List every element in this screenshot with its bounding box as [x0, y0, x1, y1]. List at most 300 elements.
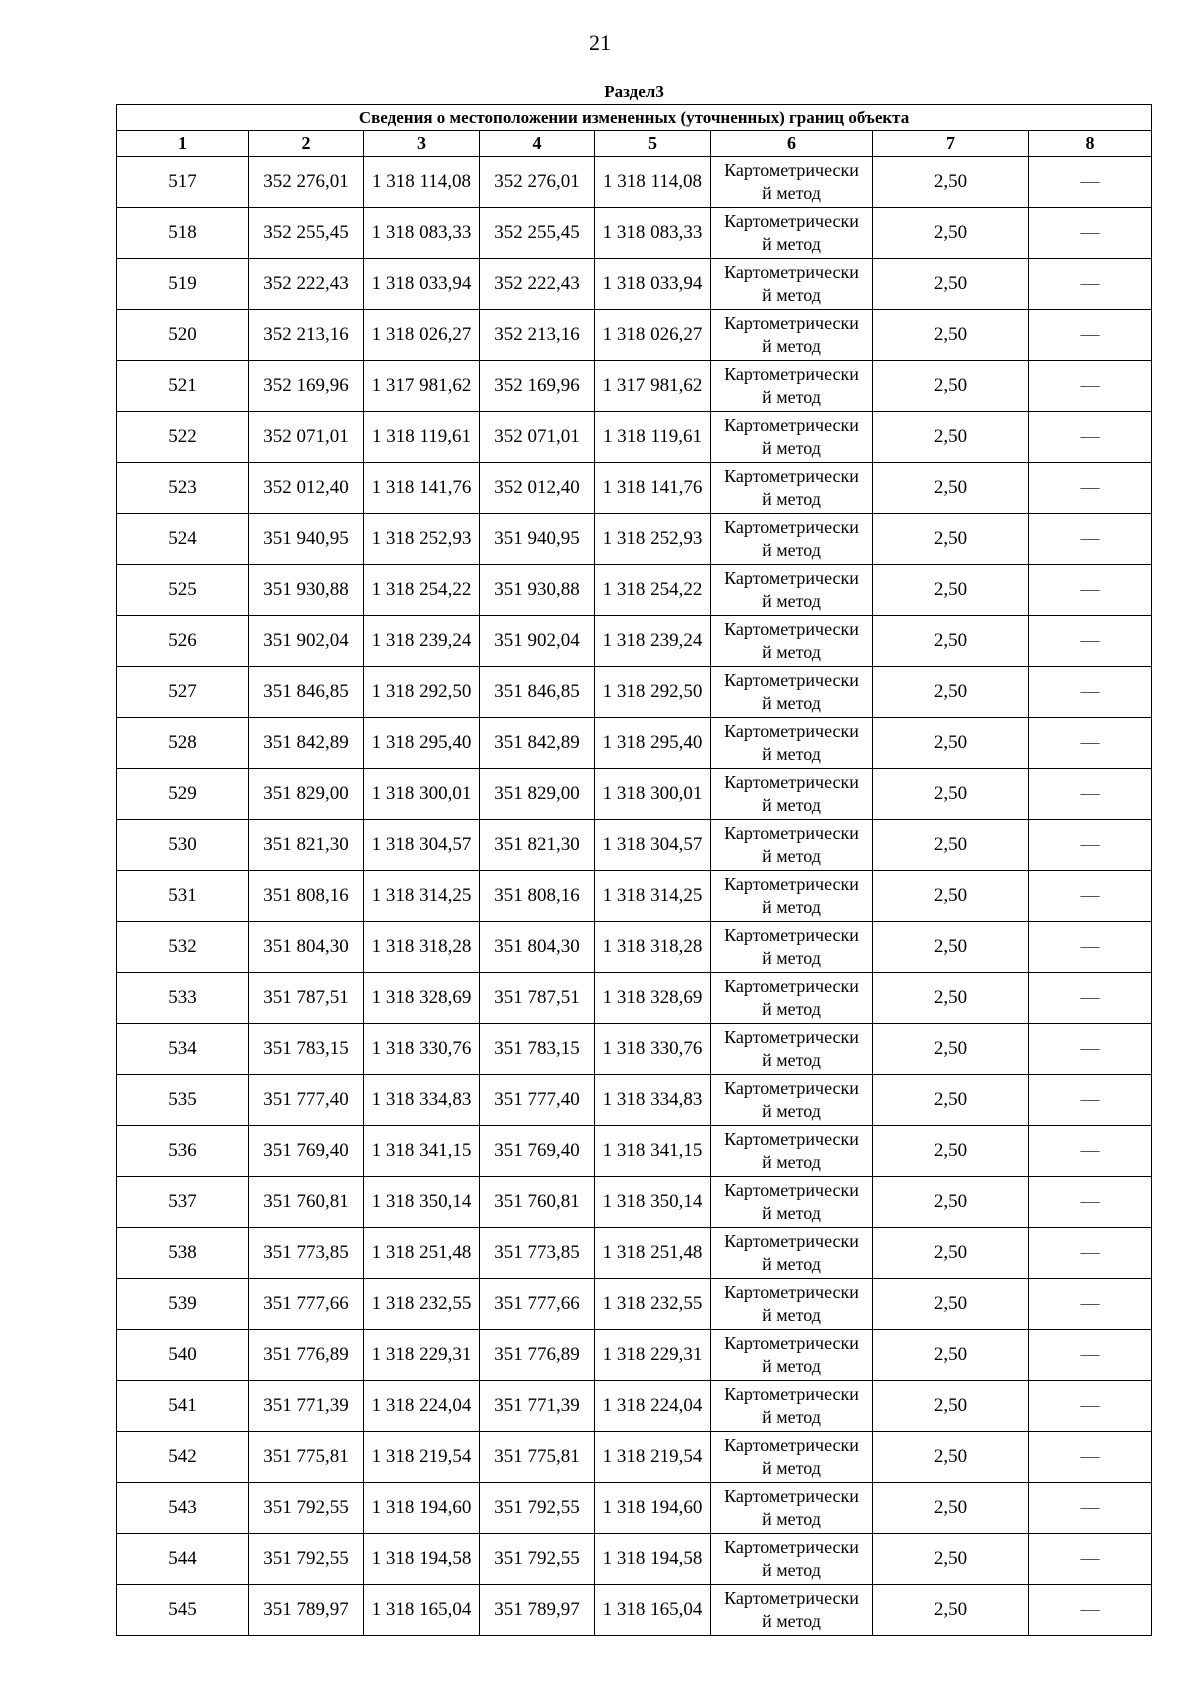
- method-line: й метод: [762, 387, 821, 407]
- existing-y-cell: 1 318 114,08: [364, 157, 480, 208]
- column-header: 8: [1029, 131, 1152, 157]
- method-line: й метод: [762, 1254, 821, 1274]
- refined-x-cell: 351 783,15: [480, 1024, 595, 1075]
- refined-x-cell: 351 846,85: [480, 667, 595, 718]
- table-row: [117, 463, 1152, 514]
- method-line: Картометрически: [724, 670, 859, 690]
- accuracy-cell: 2,50: [873, 1381, 1029, 1432]
- refined-y-cell: 1 318 033,94: [595, 259, 711, 310]
- accuracy-cell: 2,50: [873, 973, 1029, 1024]
- existing-x-cell: 351 783,15: [249, 1024, 364, 1075]
- method-line: Картометрически: [724, 1333, 859, 1353]
- existing-y-cell: 1 318 254,22: [364, 565, 480, 616]
- existing-y-cell: 1 318 330,76: [364, 1024, 480, 1075]
- table-title: Сведения о местоположении измененных (уточненных) границ объекта: [117, 105, 1152, 131]
- method-cell: [711, 361, 873, 412]
- existing-y-cell: 1 318 252,93: [364, 514, 480, 565]
- point-number-cell: 534: [117, 1024, 249, 1075]
- point-number-cell: 522: [117, 412, 249, 463]
- refined-x-cell: 351 760,81: [480, 1177, 595, 1228]
- existing-x-cell: 352 222,43: [249, 259, 364, 310]
- accuracy-cell: 2,50: [873, 1534, 1029, 1585]
- refined-y-cell: 1 318 219,54: [595, 1432, 711, 1483]
- method-cell: [711, 1330, 873, 1381]
- existing-y-cell: 1 318 239,24: [364, 616, 480, 667]
- point-number-cell: 537: [117, 1177, 249, 1228]
- column-header: 1: [117, 131, 249, 157]
- section-label: Раздел3: [117, 80, 1152, 105]
- note-cell: —: [1029, 1534, 1152, 1585]
- refined-y-cell: 1 318 119,61: [595, 412, 711, 463]
- note-cell: —: [1029, 361, 1152, 412]
- column-header: 3: [364, 131, 480, 157]
- existing-x-cell: 352 255,45: [249, 208, 364, 259]
- existing-y-cell: 1 318 251,48: [364, 1228, 480, 1279]
- table-row: [117, 820, 1152, 871]
- point-number-cell: 518: [117, 208, 249, 259]
- note-cell: —: [1029, 820, 1152, 871]
- column-header: 4: [480, 131, 595, 157]
- table-row: [117, 1126, 1152, 1177]
- table-row: [117, 259, 1152, 310]
- existing-y-cell: 1 318 314,25: [364, 871, 480, 922]
- page-number: 21: [589, 30, 611, 55]
- table-row: [117, 208, 1152, 259]
- method-line: й метод: [762, 1407, 821, 1427]
- refined-y-cell: 1 318 350,14: [595, 1177, 711, 1228]
- method-cell: [711, 820, 873, 871]
- method-cell: [711, 1024, 873, 1075]
- method-cell: [711, 1432, 873, 1483]
- method-cell: [711, 157, 873, 208]
- method-line: й метод: [762, 234, 821, 254]
- existing-y-cell: 1 318 194,60: [364, 1483, 480, 1534]
- existing-y-cell: 1 318 304,57: [364, 820, 480, 871]
- accuracy-cell: 2,50: [873, 769, 1029, 820]
- column-header: 7: [873, 131, 1029, 157]
- method-line: й метод: [762, 540, 821, 560]
- existing-x-cell: 351 829,00: [249, 769, 364, 820]
- method-cell: [711, 973, 873, 1024]
- method-cell: [711, 208, 873, 259]
- existing-x-cell: 351 792,55: [249, 1534, 364, 1585]
- table-row: [117, 361, 1152, 412]
- method-line: й метод: [762, 897, 821, 917]
- point-number-cell: 541: [117, 1381, 249, 1432]
- existing-y-cell: 1 318 194,58: [364, 1534, 480, 1585]
- method-line: Картометрически: [724, 976, 859, 996]
- existing-y-cell: 1 318 083,33: [364, 208, 480, 259]
- refined-x-cell: 351 789,97: [480, 1585, 595, 1636]
- note-cell: —: [1029, 1075, 1152, 1126]
- table-row: [117, 1075, 1152, 1126]
- existing-y-cell: 1 318 328,69: [364, 973, 480, 1024]
- method-cell: [711, 769, 873, 820]
- existing-x-cell: 351 777,40: [249, 1075, 364, 1126]
- point-number-cell: 540: [117, 1330, 249, 1381]
- method-line: Картометрически: [724, 211, 859, 231]
- point-number-cell: 524: [117, 514, 249, 565]
- accuracy-cell: 2,50: [873, 718, 1029, 769]
- refined-x-cell: 351 773,85: [480, 1228, 595, 1279]
- refined-y-cell: 1 318 239,24: [595, 616, 711, 667]
- method-line: й метод: [762, 999, 821, 1019]
- table-row: [117, 1432, 1152, 1483]
- point-number-cell: 519: [117, 259, 249, 310]
- accuracy-cell: 2,50: [873, 310, 1029, 361]
- accuracy-cell: 2,50: [873, 157, 1029, 208]
- refined-x-cell: 352 169,96: [480, 361, 595, 412]
- point-number-cell: 528: [117, 718, 249, 769]
- existing-x-cell: 351 776,89: [249, 1330, 364, 1381]
- refined-y-cell: 1 318 252,93: [595, 514, 711, 565]
- point-number-cell: 527: [117, 667, 249, 718]
- method-cell: [711, 1534, 873, 1585]
- refined-y-cell: 1 318 141,76: [595, 463, 711, 514]
- method-cell: [711, 1126, 873, 1177]
- table-row: [117, 412, 1152, 463]
- table-row: [117, 1228, 1152, 1279]
- note-cell: —: [1029, 1177, 1152, 1228]
- existing-x-cell: 351 760,81: [249, 1177, 364, 1228]
- column-header: 6: [711, 131, 873, 157]
- method-cell: [711, 310, 873, 361]
- accuracy-cell: 2,50: [873, 259, 1029, 310]
- method-cell: [711, 514, 873, 565]
- refined-y-cell: 1 318 229,31: [595, 1330, 711, 1381]
- accuracy-cell: 2,50: [873, 463, 1029, 514]
- refined-y-cell: 1 318 330,76: [595, 1024, 711, 1075]
- method-line: Картометрически: [724, 517, 859, 537]
- method-line: й метод: [762, 1152, 821, 1172]
- accuracy-cell: 2,50: [873, 667, 1029, 718]
- accuracy-cell: 2,50: [873, 514, 1029, 565]
- point-number-cell: 531: [117, 871, 249, 922]
- note-cell: —: [1029, 769, 1152, 820]
- method-line: й метод: [762, 1356, 821, 1376]
- method-line: й метод: [762, 744, 821, 764]
- refined-x-cell: 351 792,55: [480, 1483, 595, 1534]
- table-row: [117, 514, 1152, 565]
- refined-x-cell: 351 902,04: [480, 616, 595, 667]
- accuracy-cell: 2,50: [873, 1330, 1029, 1381]
- existing-y-cell: 1 318 033,94: [364, 259, 480, 310]
- note-cell: —: [1029, 1330, 1152, 1381]
- refined-x-cell: 351 787,51: [480, 973, 595, 1024]
- point-number-cell: 530: [117, 820, 249, 871]
- existing-y-cell: 1 318 295,40: [364, 718, 480, 769]
- refined-y-cell: 1 318 254,22: [595, 565, 711, 616]
- note-cell: —: [1029, 1483, 1152, 1534]
- method-cell: [711, 1228, 873, 1279]
- method-line: Картометрически: [724, 1486, 859, 1506]
- point-number-cell: 517: [117, 157, 249, 208]
- refined-y-cell: 1 318 300,01: [595, 769, 711, 820]
- method-line: й метод: [762, 438, 821, 458]
- method-line: Картометрически: [724, 772, 859, 792]
- table-row: [117, 1024, 1152, 1075]
- table-row: [117, 973, 1152, 1024]
- method-line: Картометрически: [724, 1180, 859, 1200]
- existing-y-cell: 1 318 300,01: [364, 769, 480, 820]
- existing-x-cell: 351 771,39: [249, 1381, 364, 1432]
- point-number-cell: 543: [117, 1483, 249, 1534]
- table-row: [117, 871, 1152, 922]
- note-cell: —: [1029, 259, 1152, 310]
- accuracy-cell: 2,50: [873, 565, 1029, 616]
- existing-x-cell: 351 804,30: [249, 922, 364, 973]
- method-line: Картометрически: [724, 568, 859, 588]
- accuracy-cell: 2,50: [873, 1279, 1029, 1330]
- method-line: й метод: [762, 591, 821, 611]
- column-number-row: [117, 131, 1152, 157]
- existing-x-cell: 352 276,01: [249, 157, 364, 208]
- table-row: [117, 718, 1152, 769]
- method-line: й метод: [762, 1101, 821, 1121]
- table-row: [117, 1381, 1152, 1432]
- existing-x-cell: 351 775,81: [249, 1432, 364, 1483]
- note-cell: —: [1029, 616, 1152, 667]
- note-cell: —: [1029, 667, 1152, 718]
- existing-x-cell: 351 902,04: [249, 616, 364, 667]
- existing-y-cell: 1 318 334,83: [364, 1075, 480, 1126]
- method-line: Картометрически: [724, 925, 859, 945]
- refined-x-cell: 352 012,40: [480, 463, 595, 514]
- table-row: [117, 1279, 1152, 1330]
- refined-y-cell: 1 318 318,28: [595, 922, 711, 973]
- point-number-cell: 542: [117, 1432, 249, 1483]
- note-cell: —: [1029, 922, 1152, 973]
- table-row: [117, 667, 1152, 718]
- refined-x-cell: 351 769,40: [480, 1126, 595, 1177]
- method-cell: [711, 667, 873, 718]
- refined-y-cell: 1 318 194,60: [595, 1483, 711, 1534]
- point-number-cell: 536: [117, 1126, 249, 1177]
- accuracy-cell: 2,50: [873, 1585, 1029, 1636]
- refined-x-cell: 351 776,89: [480, 1330, 595, 1381]
- method-line: Картометрически: [724, 1384, 859, 1404]
- point-number-cell: 533: [117, 973, 249, 1024]
- refined-x-cell: 351 821,30: [480, 820, 595, 871]
- existing-x-cell: 351 846,85: [249, 667, 364, 718]
- accuracy-cell: 2,50: [873, 1177, 1029, 1228]
- refined-y-cell: 1 318 341,15: [595, 1126, 711, 1177]
- point-number-cell: 532: [117, 922, 249, 973]
- note-cell: —: [1029, 1024, 1152, 1075]
- method-line: Картометрически: [724, 262, 859, 282]
- existing-y-cell: 1 318 224,04: [364, 1381, 480, 1432]
- method-line: й метод: [762, 642, 821, 662]
- accuracy-cell: 2,50: [873, 616, 1029, 667]
- existing-x-cell: 351 773,85: [249, 1228, 364, 1279]
- method-line: Картометрически: [724, 1129, 859, 1149]
- method-line: й метод: [762, 795, 821, 815]
- refined-x-cell: 351 775,81: [480, 1432, 595, 1483]
- note-cell: —: [1029, 718, 1152, 769]
- note-cell: —: [1029, 973, 1152, 1024]
- table-row: [117, 616, 1152, 667]
- method-line: й метод: [762, 948, 821, 968]
- existing-y-cell: 1 318 232,55: [364, 1279, 480, 1330]
- table-row: [117, 157, 1152, 208]
- point-number-cell: 525: [117, 565, 249, 616]
- refined-x-cell: 351 804,30: [480, 922, 595, 973]
- existing-y-cell: 1 318 318,28: [364, 922, 480, 973]
- existing-y-cell: 1 318 026,27: [364, 310, 480, 361]
- point-number-cell: 535: [117, 1075, 249, 1126]
- method-line: й метод: [762, 846, 821, 866]
- method-cell: [711, 871, 873, 922]
- refined-x-cell: 352 255,45: [480, 208, 595, 259]
- accuracy-cell: 2,50: [873, 871, 1029, 922]
- method-line: Картометрически: [724, 619, 859, 639]
- method-line: Картометрически: [724, 364, 859, 384]
- refined-y-cell: 1 318 334,83: [595, 1075, 711, 1126]
- existing-y-cell: 1 318 165,04: [364, 1585, 480, 1636]
- existing-x-cell: 351 930,88: [249, 565, 364, 616]
- note-cell: —: [1029, 514, 1152, 565]
- note-cell: —: [1029, 1381, 1152, 1432]
- method-line: Картометрически: [724, 1435, 859, 1455]
- table-row: [117, 565, 1152, 616]
- method-cell: [711, 412, 873, 463]
- refined-y-cell: 1 318 194,58: [595, 1534, 711, 1585]
- refined-x-cell: 351 777,66: [480, 1279, 595, 1330]
- point-number-cell: 545: [117, 1585, 249, 1636]
- accuracy-cell: 2,50: [873, 1024, 1029, 1075]
- method-line: й метод: [762, 693, 821, 713]
- table-row: [117, 1177, 1152, 1228]
- method-cell: [711, 565, 873, 616]
- accuracy-cell: 2,50: [873, 1228, 1029, 1279]
- method-line: Картометрически: [724, 1078, 859, 1098]
- note-cell: —: [1029, 1279, 1152, 1330]
- table-row: [117, 769, 1152, 820]
- refined-y-cell: 1 318 232,55: [595, 1279, 711, 1330]
- accuracy-cell: 2,50: [873, 208, 1029, 259]
- refined-y-cell: 1 318 251,48: [595, 1228, 711, 1279]
- accuracy-cell: 2,50: [873, 1432, 1029, 1483]
- point-number-cell: 539: [117, 1279, 249, 1330]
- accuracy-cell: 2,50: [873, 412, 1029, 463]
- existing-y-cell: 1 318 350,14: [364, 1177, 480, 1228]
- point-number-cell: 538: [117, 1228, 249, 1279]
- point-number-cell: 520: [117, 310, 249, 361]
- refined-x-cell: 352 213,16: [480, 310, 595, 361]
- note-cell: —: [1029, 1432, 1152, 1483]
- method-line: Картометрически: [724, 823, 859, 843]
- note-cell: —: [1029, 1228, 1152, 1279]
- refined-x-cell: 351 842,89: [480, 718, 595, 769]
- note-cell: —: [1029, 1585, 1152, 1636]
- method-cell: [711, 922, 873, 973]
- existing-x-cell: 351 769,40: [249, 1126, 364, 1177]
- existing-x-cell: 351 789,97: [249, 1585, 364, 1636]
- refined-x-cell: 351 808,16: [480, 871, 595, 922]
- existing-x-cell: 352 012,40: [249, 463, 364, 514]
- existing-y-cell: 1 318 119,61: [364, 412, 480, 463]
- refined-x-cell: 351 940,95: [480, 514, 595, 565]
- existing-x-cell: 351 792,55: [249, 1483, 364, 1534]
- refined-y-cell: 1 318 114,08: [595, 157, 711, 208]
- method-cell: [711, 1483, 873, 1534]
- existing-x-cell: 351 940,95: [249, 514, 364, 565]
- refined-x-cell: 351 792,55: [480, 1534, 595, 1585]
- accuracy-cell: 2,50: [873, 1483, 1029, 1534]
- method-cell: [711, 259, 873, 310]
- note-cell: —: [1029, 310, 1152, 361]
- method-cell: [711, 718, 873, 769]
- table-row: [117, 310, 1152, 361]
- existing-x-cell: 352 071,01: [249, 412, 364, 463]
- note-cell: —: [1029, 871, 1152, 922]
- method-cell: [711, 1585, 873, 1636]
- existing-x-cell: 352 169,96: [249, 361, 364, 412]
- refined-y-cell: 1 318 026,27: [595, 310, 711, 361]
- method-line: Картометрически: [724, 721, 859, 741]
- table-row: [117, 1483, 1152, 1534]
- method-line: Картометрически: [724, 415, 859, 435]
- method-cell: [711, 1381, 873, 1432]
- existing-x-cell: 351 808,16: [249, 871, 364, 922]
- method-line: й метод: [762, 1305, 821, 1325]
- accuracy-cell: 2,50: [873, 922, 1029, 973]
- method-line: Картометрически: [724, 160, 859, 180]
- refined-x-cell: 351 930,88: [480, 565, 595, 616]
- column-header: 5: [595, 131, 711, 157]
- refined-x-cell: 352 071,01: [480, 412, 595, 463]
- method-line: й метод: [762, 183, 821, 203]
- note-cell: —: [1029, 208, 1152, 259]
- refined-y-cell: 1 318 304,57: [595, 820, 711, 871]
- method-cell: [711, 1075, 873, 1126]
- refined-x-cell: 351 829,00: [480, 769, 595, 820]
- existing-x-cell: 352 213,16: [249, 310, 364, 361]
- note-cell: —: [1029, 157, 1152, 208]
- existing-y-cell: 1 318 341,15: [364, 1126, 480, 1177]
- method-line: й метод: [762, 1050, 821, 1070]
- existing-y-cell: 1 318 292,50: [364, 667, 480, 718]
- accuracy-cell: 2,50: [873, 820, 1029, 871]
- table-row: [117, 1585, 1152, 1636]
- method-line: й метод: [762, 1560, 821, 1580]
- table-body: [117, 157, 1152, 1636]
- existing-x-cell: 351 777,66: [249, 1279, 364, 1330]
- method-line: й метод: [762, 489, 821, 509]
- existing-x-cell: 351 821,30: [249, 820, 364, 871]
- point-number-cell: 529: [117, 769, 249, 820]
- refined-x-cell: 351 777,40: [480, 1075, 595, 1126]
- existing-y-cell: 1 317 981,62: [364, 361, 480, 412]
- refined-x-cell: 352 222,43: [480, 259, 595, 310]
- method-line: Картометрически: [724, 1231, 859, 1251]
- refined-y-cell: 1 317 981,62: [595, 361, 711, 412]
- point-number-cell: 523: [117, 463, 249, 514]
- refined-y-cell: 1 318 314,25: [595, 871, 711, 922]
- note-cell: —: [1029, 463, 1152, 514]
- refined-x-cell: 352 276,01: [480, 157, 595, 208]
- existing-x-cell: 351 842,89: [249, 718, 364, 769]
- method-line: Картометрически: [724, 1588, 859, 1608]
- method-line: й метод: [762, 1509, 821, 1529]
- method-line: й метод: [762, 1203, 821, 1223]
- existing-x-cell: 351 787,51: [249, 973, 364, 1024]
- accuracy-cell: 2,50: [873, 1126, 1029, 1177]
- existing-y-cell: 1 318 229,31: [364, 1330, 480, 1381]
- refined-y-cell: 1 318 165,04: [595, 1585, 711, 1636]
- refined-y-cell: 1 318 295,40: [595, 718, 711, 769]
- method-line: й метод: [762, 1458, 821, 1478]
